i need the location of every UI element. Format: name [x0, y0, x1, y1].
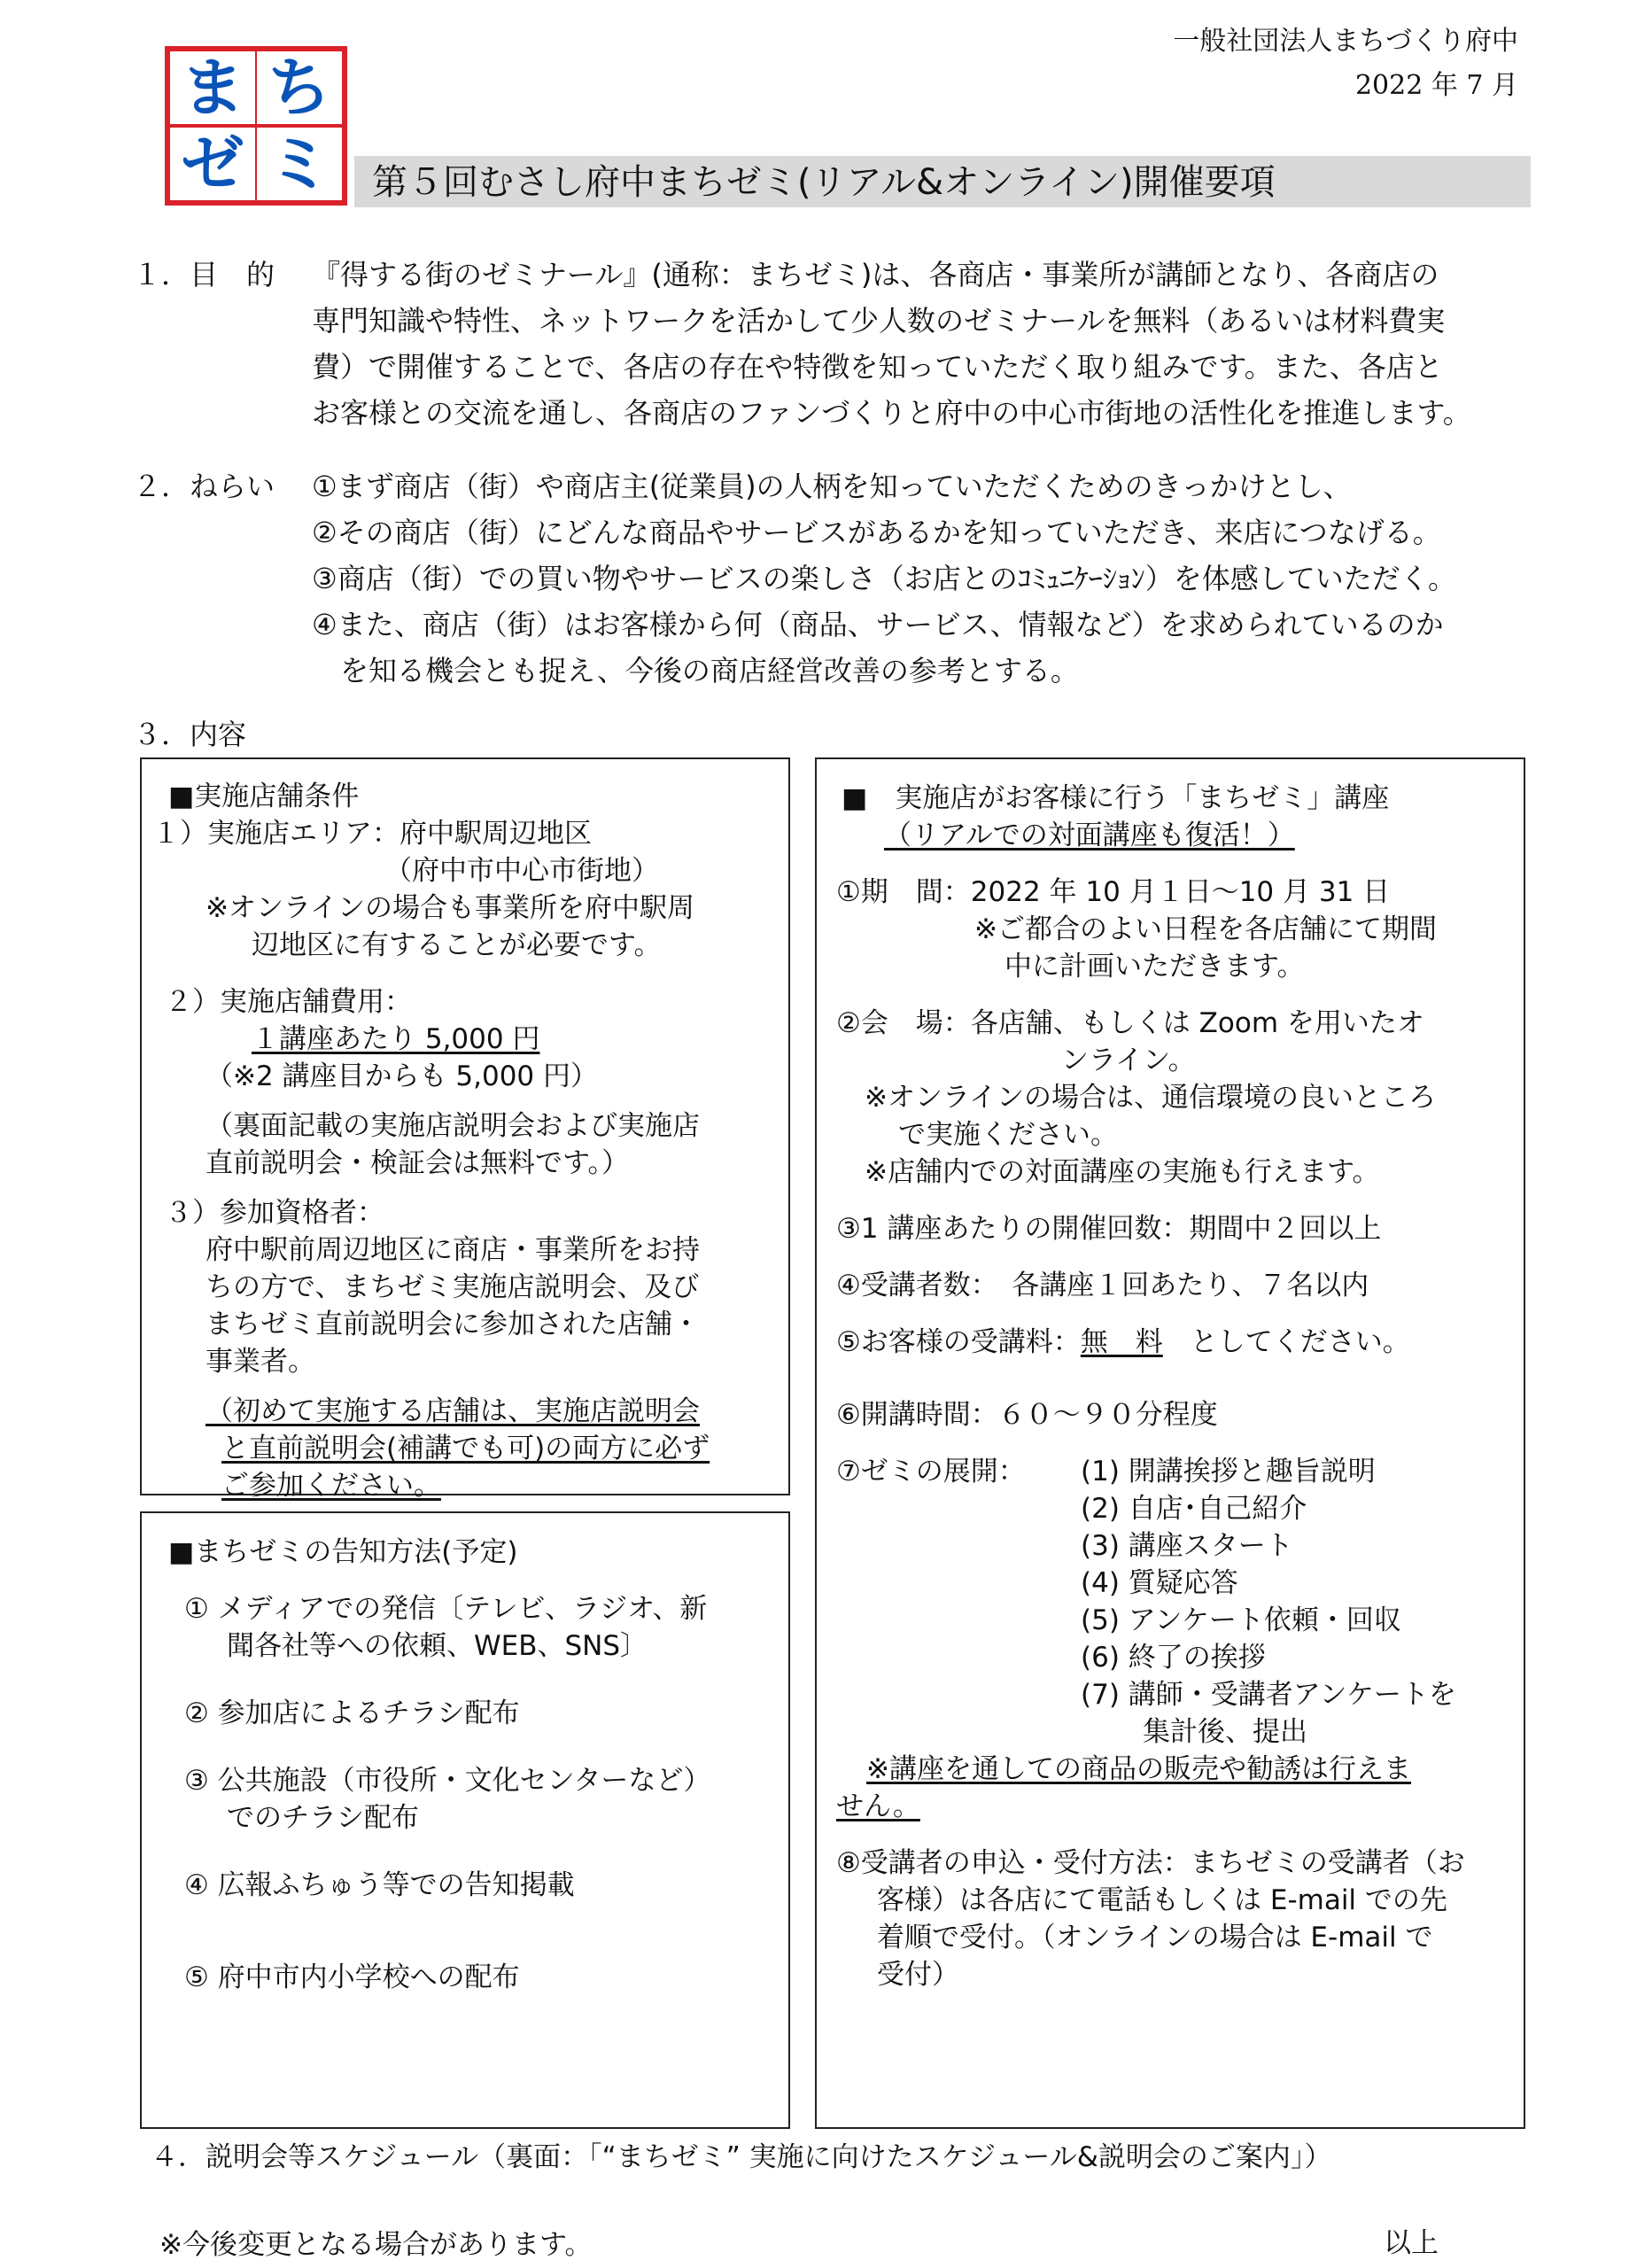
course-apply-cont: 着順で受付。（オンラインの場合は E-mail で: [877, 1922, 1433, 1953]
eligibility-line: 事業者。: [206, 1346, 315, 1378]
conditions-heading: ■実施店舗条件: [168, 781, 360, 812]
course-venue: ②会 場：各店舗、もしくは Zoom を用いたオ: [836, 1007, 1424, 1039]
notice-item-cont: でのチラシ配布: [227, 1802, 419, 1834]
course-count: ③1 講座あたりの開催回数：期間中２回以上: [836, 1213, 1382, 1245]
logo-char: ち: [257, 51, 342, 124]
text-line: お客様との交流を通し、各商店のファンづくりと府中の中心市街地の活性化を推進します。: [312, 396, 1471, 430]
course-content: [836, 780, 1465, 1993]
section-1-body: [312, 252, 1471, 436]
eligibility-line: ちの方で、まちゼミ実施店説明会、及び: [206, 1271, 700, 1303]
notice-item: ③ 公共施設（市役所・文化センターなど）: [184, 1765, 711, 1797]
issue-date: 2022 年 7 月: [1354, 70, 1518, 101]
notice-item-cont: 聞各社等への依頼、WEB、SNS〕: [227, 1630, 648, 1662]
course-heading: ■ 実施店がお客様に行う「まちゼミ」講座: [842, 782, 1390, 814]
organization-name: 一般社団法人まちづくり府中: [1173, 26, 1518, 57]
text-line: ③商店（街）での買い物やサービスの楽しさ（お店とのｺﾐｭﾆｹｰｼｮﾝ）を体感していただく。: [312, 562, 1457, 595]
flow-step: (1) 開講挨拶と趣旨説明: [1081, 1456, 1376, 1487]
section-3-label: ３．内容: [133, 718, 247, 751]
text-line: 『得する街のゼミナール』(通称：まちゼミ)は、各商店・事業所が講師となり、各商店の: [312, 258, 1439, 291]
eligibility-note: （初めて実施する店舗は、実施店説明会: [206, 1395, 700, 1427]
course-venue-cont: ンライン。: [1061, 1045, 1196, 1076]
course-apply-cont: 受付）: [877, 1959, 959, 1991]
course-attendees: ④受講者数： 各講座１回あたり、７名以内: [836, 1270, 1369, 1301]
flow-step: (3) 講座スタート: [1081, 1530, 1293, 1562]
flow-step: (5) アンケート依頼・回収: [1081, 1604, 1401, 1636]
course-subheading: （リアルでの対面講座も復活！）: [884, 819, 1295, 851]
condition-area: １）実施店エリア：府中駅周辺地区: [152, 818, 592, 850]
text-line: ②その商店（街）にどんな商品やサービスがあるかを知っていただき、来店につなげる。: [312, 516, 1441, 549]
section-4: ４．説明会等スケジュール（裏面：「“まちゼミ” 実施に向けたスケジュール&説明会のご案内」）: [151, 2141, 1332, 2173]
logo-char: ミ: [257, 128, 342, 200]
section-2-label: ２．ねらい: [133, 470, 275, 503]
flow-step: (6) 終了の挨拶: [1081, 1642, 1266, 1674]
course-flow-note: せん。: [836, 1790, 920, 1822]
flow-step: (2) 自店･自己紹介: [1081, 1493, 1307, 1525]
course-flow-note: ※講座を通しての商品の販売や勧誘は行えま: [866, 1753, 1411, 1785]
flow-step: (7) 講師・受講者アンケートを: [1081, 1679, 1456, 1711]
course-fee-value: 無 料: [1080, 1326, 1163, 1358]
logo-char: ゼ: [170, 128, 255, 200]
condition-fee-note: 直前説明会・検証会は無料です。）: [206, 1147, 630, 1179]
course-apply-cont: 客様）は各店にて電話もしくは E-mail での先: [877, 1884, 1447, 1916]
condition-area-note: ※オンラインの場合も事業所を府中駅周: [206, 892, 695, 924]
course-fee-suffix: としてください。: [1162, 1326, 1410, 1358]
machizemi-logo: [165, 46, 347, 206]
eligibility-note: と直前説明会(補講でも可)の両方に必ず: [221, 1433, 710, 1464]
course-venue-note: ※店舗内での対面講座の実施も行えます。: [865, 1156, 1380, 1188]
text-line: ①まず商店（街）や商店主(従業員)の人柄を知っていただくためのきっかけとし、: [312, 470, 1352, 503]
course-fee: [836, 1324, 1465, 1361]
condition-area-sub: （府中市中心市街地）: [384, 855, 659, 887]
condition-fee-amount: １講座あたり 5,000 円: [252, 1023, 540, 1055]
conditions-content: [152, 778, 710, 1504]
text-line: 専門知識や特性、ネットワークを活かして少人数のゼミナールを無料（あるいは材料費実: [312, 304, 1446, 338]
course-flow-label: ⑦ゼミの展開：: [836, 1456, 1026, 1487]
notice-item: ④ 広報ふちゅう等での告知掲載: [184, 1869, 575, 1901]
condition-area-note: 辺地区に有することが必要です。: [252, 929, 662, 961]
notice-item: ② 参加店によるチラシ配布: [184, 1697, 520, 1729]
condition-fee: ２）実施店舗費用：: [165, 986, 412, 1018]
flow-step: (4) 質疑応答: [1081, 1567, 1238, 1599]
footer-end: 以上: [1384, 2227, 1439, 2259]
text-line: を知る機会とも捉え、今後の商店経営改善の参考とする。: [312, 654, 1079, 687]
page-title: 第５回むさし府中まちゼミ(リアル&オンライン)開催要項: [372, 162, 1276, 203]
course-fee-label: ⑤お客様の受講料：: [836, 1326, 1081, 1358]
notice-content: [168, 1534, 710, 1996]
eligibility-line: まちゼミ直前説明会に参加された店舗・: [206, 1309, 700, 1340]
condition-fee-note: （裏面記載の実施店説明会および実施店: [206, 1110, 700, 1142]
section-2-body: [312, 463, 1456, 694]
course-period: ①期 間：2022 年 10 月１日～10 月 31 日: [836, 876, 1391, 908]
condition-fee-amount-2: （※2 講座目からも 5,000 円）: [206, 1060, 599, 1092]
text-line: ④また、商店（街）はお客様から何（商品、サービス、情報など）を求められているのか: [312, 608, 1444, 641]
logo-char: ま: [170, 51, 255, 124]
text-line: 費）で開催することで、各店の存在や特徴を知っていただく取り組みです。また、各店と: [312, 350, 1443, 384]
organization-header: [1173, 19, 1518, 108]
condition-eligibility: ３）参加資格者：: [165, 1197, 384, 1229]
course-flow: [836, 1453, 1465, 1751]
course-venue-note: ※オンラインの場合は、通信環境の良いところ: [865, 1082, 1437, 1114]
notice-heading: ■まちゼミの告知方法(予定): [168, 1536, 518, 1568]
flow-step-cont: 集計後、提出: [1143, 1716, 1307, 1748]
eligibility-line: 府中駅前周辺地区に商店・事業所をお持: [206, 1234, 700, 1266]
notice-item: ⑤ 府中市内小学校への配布: [184, 1961, 520, 1993]
notice-item: ① メディアでの発信〔テレビ、ラジオ、新: [184, 1593, 708, 1625]
course-apply: ⑧受講者の申込・受付方法：まちゼミの受講者（お: [836, 1847, 1465, 1879]
course-venue-note: で実施ください。: [898, 1119, 1118, 1151]
course-period-note: 中に計画いただきます。: [1005, 951, 1305, 983]
footer-note: ※今後変更となる場合があります。: [159, 2229, 593, 2261]
section-1-label: １．目 的: [133, 258, 275, 291]
eligibility-note: ご参加ください。: [221, 1470, 441, 1502]
course-period-note: ※ご都合のよい日程を各店舗にて期間: [974, 913, 1437, 945]
course-time: ⑥開講時間：６０～９０分程度: [836, 1399, 1218, 1431]
